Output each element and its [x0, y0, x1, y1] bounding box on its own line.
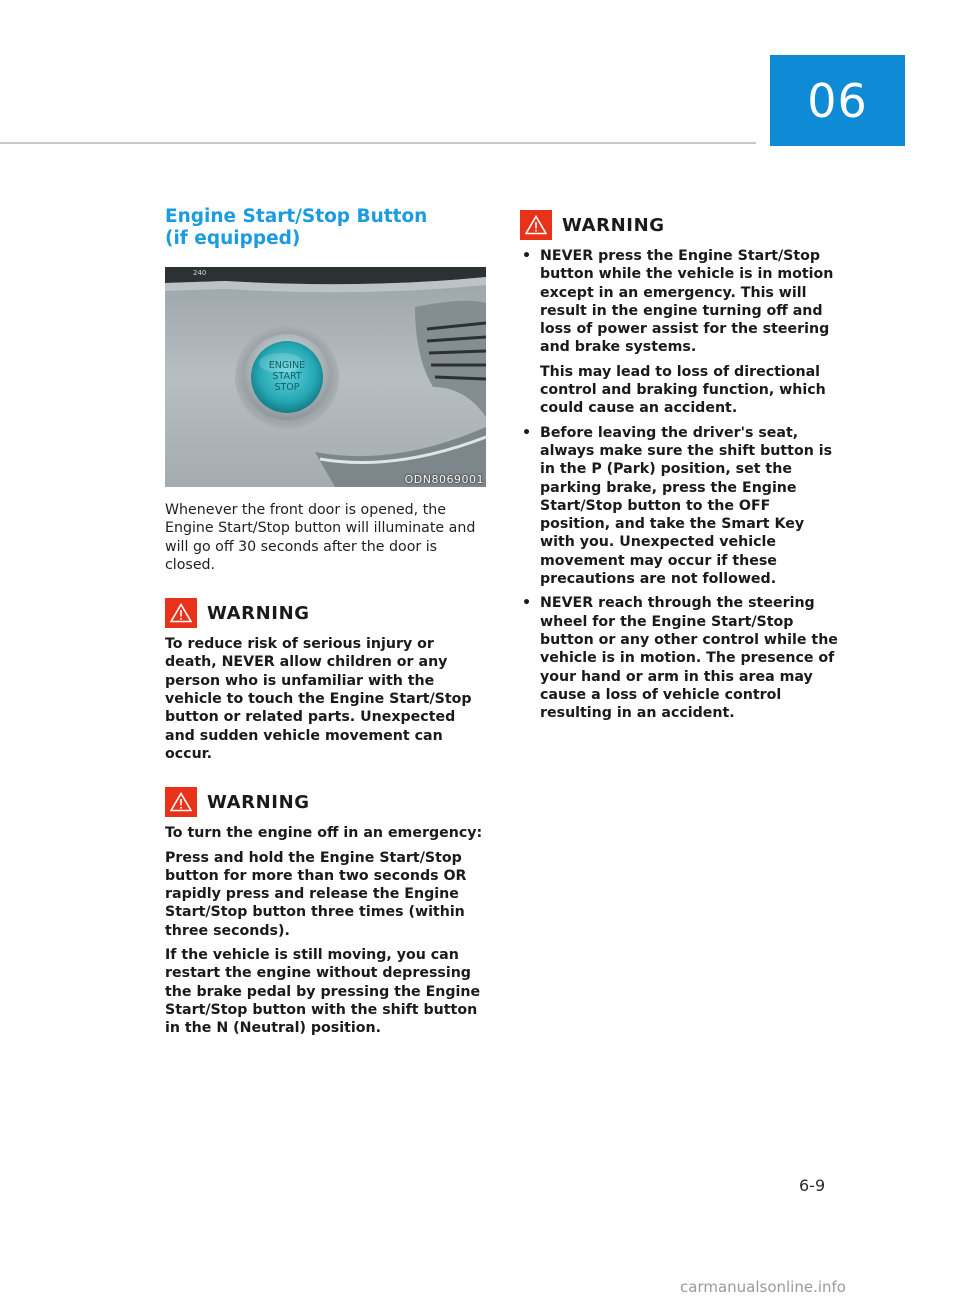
section-title [165, 206, 487, 250]
button-label-line2: START [272, 371, 302, 382]
section-title-line1: Engine Start/Stop Button [165, 206, 428, 227]
gauge-text: 240 [193, 269, 207, 277]
dashboard-illustration [165, 267, 486, 487]
bullet-text-2: Before leaving the driver's seat, always make sure the shift button is in the P (Park) position, set the parking brake, press the Engine Start/Stop button to the OFF position, and take the Smart Key with you. Unexpected vehicle movement may occur if these precautions are not followed. [540, 424, 833, 588]
bullet-icon: • [522, 595, 532, 612]
warning-title: WARNING [562, 214, 665, 236]
list-item [520, 247, 842, 418]
section-title-line2: (if equipped) [165, 228, 301, 249]
right-column [520, 210, 842, 728]
warning-paragraph-2: Press and hold the Engine Start/Stop button for more than two seconds OR rapidly press and release the Engine Start/Stop button three times (within three seconds). [165, 849, 467, 939]
warning-triangle-icon [165, 787, 197, 817]
warning-title: WARNING [207, 602, 310, 624]
warning-triangle-icon [520, 210, 552, 240]
list-item [520, 594, 842, 722]
bullet-icon: • [522, 248, 532, 264]
bullet-icon: • [522, 424, 532, 441]
warning-box-3 [520, 210, 842, 722]
bullet-subtext-1: This may lead to loss of directional control and braking function, which could cause an accident. [540, 363, 826, 417]
warning-box-1 [165, 598, 487, 763]
bullet-text-1: NEVER press the Engine Start/Stop button while the vehicle is in motion except in an emergency. This will result in the engine turning off and loss of power assist for the steering and brake systems. [540, 248, 834, 356]
intro-paragraph: Whenever the front door is opened, the Engine Start/Stop button will illuminate and will go off 30 seconds after the door is closed. [165, 502, 476, 573]
engine-button-photo [165, 267, 486, 487]
watermark: carmanualsonline.info [680, 1278, 846, 1296]
warning-title: WARNING [207, 791, 310, 813]
warning-paragraph-3: If the vehicle is still moving, you can restart the engine without depressing the brake pedal by pressing the Engine Start/Stop button with the shift button in the N (Neutral) position. [165, 947, 481, 1037]
bullet-text-3: NEVER reach through the steering wheel for the Engine Start/Stop button or any other control while the vehicle is in motion. The presence of your hand or arm in this area may cause a loss of vehicle control resulting in an accident. [540, 595, 838, 722]
button-label-line1: ENGINE [268, 360, 306, 371]
button-label-line3: STOP [274, 382, 300, 393]
list-item [520, 424, 842, 589]
warning-triangle-icon [165, 598, 197, 628]
header-rule [0, 142, 756, 144]
warning-bullet-list [520, 247, 842, 722]
warning-paragraph-1: To turn the engine off in an emergency: [165, 825, 483, 842]
photo-code: ODN8069001 [404, 473, 484, 486]
chapter-tab: 06 [770, 55, 905, 146]
page-number: 6-9 [799, 1176, 826, 1195]
warning-text: To reduce risk of serious injury or death, NEVER allow children or any person who is unfamiliar with the vehicle to touch the Engine Start/Stop button or related parts. Unexpected and sudden vehicle movement can occur. [165, 636, 472, 762]
left-column [165, 206, 487, 1044]
warning-box-2 [165, 787, 487, 1037]
